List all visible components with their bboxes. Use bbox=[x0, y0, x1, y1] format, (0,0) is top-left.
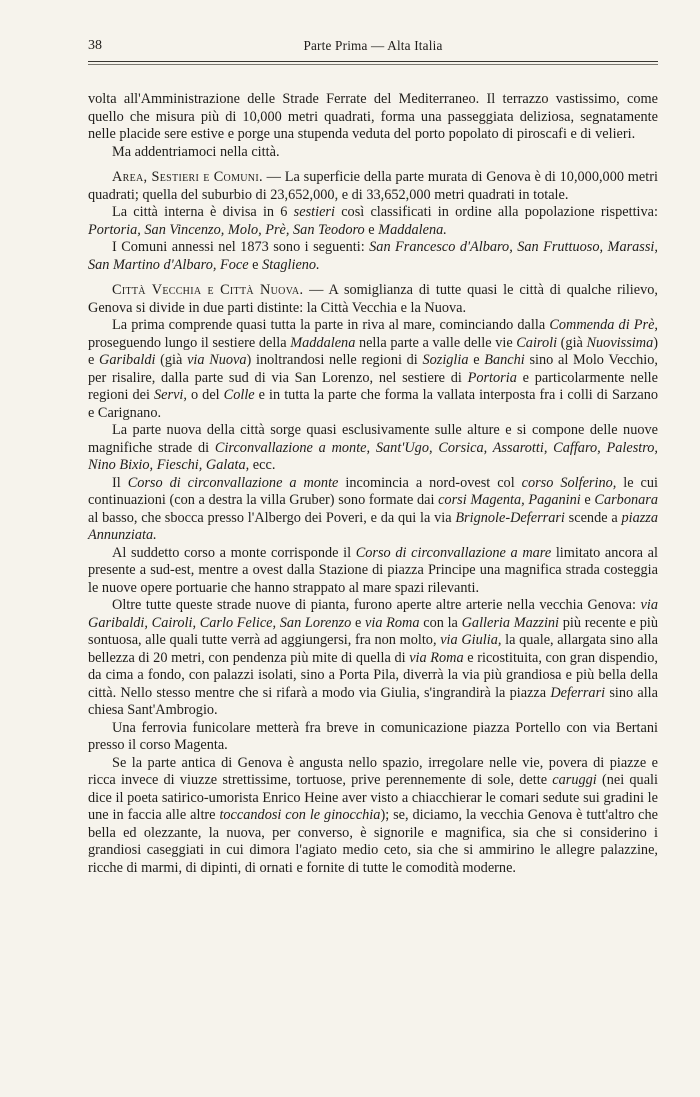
text-run: La prima comprende quasi tutta la parte in riva al mare, cominciando dalla bbox=[112, 317, 550, 333]
text-run: sino al Molo Vecchio, per risalire, dalla parte sud di via San Lorenzo, nel sestiere di bbox=[88, 352, 659, 386]
text-run: volta all'Amministrazione delle Strade Ferrate del Mediterraneo. Il terrazzo vastissimo, come quello che misura più di 10,000 metri quadrati, forma una passeggiata deliziosa, segnatamente nelle placide sere estive e porge una stupenda veduta del porto popolato di piroscafi e di velieri. bbox=[88, 91, 658, 142]
italic-term: Maddalena. bbox=[378, 221, 447, 238]
paragraph bbox=[88, 422, 658, 475]
text-run: e bbox=[351, 614, 366, 631]
text-run: incomincia a nord-ovest col bbox=[338, 474, 522, 491]
paragraph bbox=[88, 597, 658, 720]
italic-term: via Nuova bbox=[187, 352, 247, 368]
italic-term: Cairoli bbox=[516, 334, 558, 351]
text-run: (già bbox=[155, 352, 188, 368]
text-run: o del bbox=[186, 387, 224, 403]
text-run: la quale, allargata sino alla bellezza di 20 metri, con pendenza più mite di quella di bbox=[88, 632, 659, 666]
text-run: così classificati in ordine alla popolazione rispettiva: bbox=[334, 204, 658, 220]
italic-term: Colle bbox=[223, 387, 255, 403]
italic-term: Nuovissima bbox=[586, 334, 654, 351]
text-run: e particolarmente nelle regioni dei bbox=[88, 369, 659, 403]
paragraph bbox=[88, 475, 658, 545]
page-header bbox=[88, 36, 658, 58]
paragraph-area-sestieri-comuni bbox=[88, 169, 658, 204]
italic-term: Brignole-Deferrari bbox=[455, 509, 565, 526]
italic-term: Banchi bbox=[484, 352, 525, 368]
italic-term: Garibaldi bbox=[99, 352, 156, 368]
italic-term: Deferrari bbox=[550, 684, 606, 701]
text-run: ) e bbox=[88, 334, 658, 368]
italic-term: Circonvallazione a monte, Sant'Ugo, Corsica, Assarotti, Caffaro, Palestro, Nino Bixio, Fieschi, Galata, bbox=[88, 439, 658, 473]
italic-term: via Roma bbox=[365, 614, 420, 631]
text-run: Se la parte antica di Genova è angusta nello spazio, irregolare nelle vie, povera di piazze e ricca invece di viuzze strettissime, tortuose, prive perennemente di sole, dette bbox=[88, 754, 658, 788]
text-run: proseguendo lungo il sestiere della bbox=[88, 334, 291, 351]
text-run: e bbox=[248, 256, 263, 273]
page-number: 38 bbox=[88, 38, 102, 53]
text-run: — A somiglianza di tutte quasi le città di qualche rilievo, Genova si divide in due parti distinte: la Città Vecchia e la Nuova. bbox=[88, 282, 658, 316]
text-run: La città interna è divisa in 6 bbox=[112, 204, 294, 220]
italic-term: San Francesco d'Albaro, San Fruttuoso, Marassi, San Martino d'Albaro, Foce bbox=[88, 239, 658, 273]
text-run: ecc. bbox=[249, 457, 276, 473]
italic-term: toccandosi con le ginocchia bbox=[219, 807, 381, 823]
italic-term: Commenda di Prè, bbox=[549, 317, 658, 333]
text-run: nella parte a valle delle vie bbox=[355, 334, 517, 351]
italic-term: Carbonara bbox=[594, 492, 658, 508]
italic-term: via Garibaldi, Cairoli, Carlo Felice, San Lorenzo bbox=[88, 597, 658, 631]
text-run: sino alla chiesa Sant'Ambrogio. bbox=[88, 684, 658, 718]
italic-term: Portoria, San Vincenzo, Molo, Prè, San Teodoro bbox=[88, 221, 365, 238]
text-run: I Comuni annessi nel 1873 sono i seguenti: bbox=[112, 239, 370, 255]
paragraph bbox=[88, 91, 658, 144]
running-title: Parte Prima — Alta Italia bbox=[303, 38, 443, 53]
italic-term: sestieri bbox=[293, 204, 335, 220]
section-heading: Città Vecchia e Città Nuova. bbox=[112, 282, 304, 298]
italic-term: Corso di circonvallazione a mare bbox=[355, 544, 552, 561]
text-run: più recente e più sontuosa, alle quali tutte verrà ad aggiungersi, fra non molto, bbox=[88, 614, 658, 648]
text-run: (già bbox=[557, 334, 587, 351]
italic-term: via Roma bbox=[409, 649, 464, 666]
paragraph bbox=[88, 204, 658, 239]
text-run: al basso, che sbocca presso l'Albergo dei Poveri, e da qui la via bbox=[88, 509, 456, 526]
book-page bbox=[88, 36, 658, 58]
italic-term: corso Solferino, bbox=[521, 474, 617, 491]
italic-term: corsi Magenta, Paganini bbox=[438, 492, 581, 508]
italic-term: Soziglia bbox=[422, 352, 469, 368]
italic-term: caruggi bbox=[552, 772, 597, 788]
text-run: e ricostituita, con gran dispendio, da cima a fondo, con palazzi isolati, sino a Porta Pila, diverrà la via più grandiosa e più bella della città. Nello stesso mentre che si rifarà a modo via Giulia, s'ingrandirà la piazza bbox=[88, 649, 658, 701]
italic-term: Staglieno. bbox=[262, 256, 320, 273]
body-text bbox=[88, 91, 658, 877]
text-run: La parte nuova della città sorge quasi esclusivamente sulle alture e si compone delle nuove magnifiche strade di bbox=[88, 422, 658, 456]
text-run: ); se, diciamo, la vecchia Genova è tutt'altro che bella ed olezzante, la nuova, per converso, è signorile e magnifica, sia che si considerino i grandiosi caseggiati in cui dimora l'agiato medio ceto, sia che si ammirino le allegre palazzine, ricche di marmi, di dipinti, di ornati e fornite di tutte le comodità moderne. bbox=[88, 807, 658, 876]
text-run: limitato ancora al presente a sud-est, mentre a ovest dalla Stazione di piazza Principe una magnifica strada costeggia le nuove opere portuarie che hanno strappato al mare spazi rilevanti. bbox=[88, 544, 658, 596]
text-run: e bbox=[580, 492, 595, 508]
text-run: — La superficie della parte murata di Genova è di 10,000,000 metri quadrati; quella del suburbio di 23,652,000, e di 33,652,000 metri quadrati in totale. bbox=[88, 169, 658, 203]
italic-term: Portoria bbox=[467, 369, 517, 386]
text-run: ) inoltrandosi nelle regioni di bbox=[246, 352, 423, 368]
text-run: le cui continuazioni (con a destra la villa Gruber) sono formate dai bbox=[88, 474, 659, 508]
text-run: e bbox=[364, 221, 379, 238]
italic-term: Galleria Mazzini bbox=[461, 614, 560, 631]
text-run: con la bbox=[419, 614, 462, 631]
text-run: Oltre tutte queste strade nuove di pianta, furono aperte altre arterie nella vecchia Genova: bbox=[112, 597, 641, 613]
italic-term: Corso di circonvallazione a monte bbox=[127, 474, 339, 491]
text-run: Una ferrovia funicolare metterà fra breve in comunicazione piazza Portello con via Bertani presso il corso Magenta. bbox=[88, 719, 658, 753]
section-heading: Area, Sestieri e Comuni. bbox=[112, 169, 263, 185]
italic-term: Maddalena bbox=[290, 334, 356, 351]
header-rule-secondary bbox=[88, 64, 658, 65]
paragraph bbox=[88, 720, 658, 755]
text-run: e in tutta la parte che forma la vallata interposta fra i colli di Sarzano e Carignano. bbox=[88, 387, 658, 421]
header-rule bbox=[88, 61, 658, 62]
paragraph bbox=[88, 144, 658, 162]
paragraph bbox=[88, 239, 658, 274]
text-run: Al suddetto corso a monte corrisponde il bbox=[112, 544, 356, 561]
paragraph-citta-vecchia-nuova bbox=[88, 282, 658, 317]
text-run: (nei quali dice il poeta satirico-umorista Enrico Heine aver visto a chiacchierar le comari sedute sui gradini le une in faccia alle altre bbox=[88, 772, 658, 823]
italic-term: Servi, bbox=[154, 387, 187, 403]
text-run: scende a bbox=[564, 509, 622, 526]
italic-term: piazza Annunziata. bbox=[88, 509, 658, 543]
paragraph bbox=[88, 317, 658, 422]
paragraph bbox=[88, 545, 658, 598]
paragraph bbox=[88, 755, 658, 878]
text-run: e bbox=[468, 352, 485, 368]
italic-term: via Giulia, bbox=[440, 632, 502, 648]
text-run: Ma addentriamoci nella città. bbox=[112, 143, 280, 160]
text-run: Il bbox=[112, 474, 128, 491]
